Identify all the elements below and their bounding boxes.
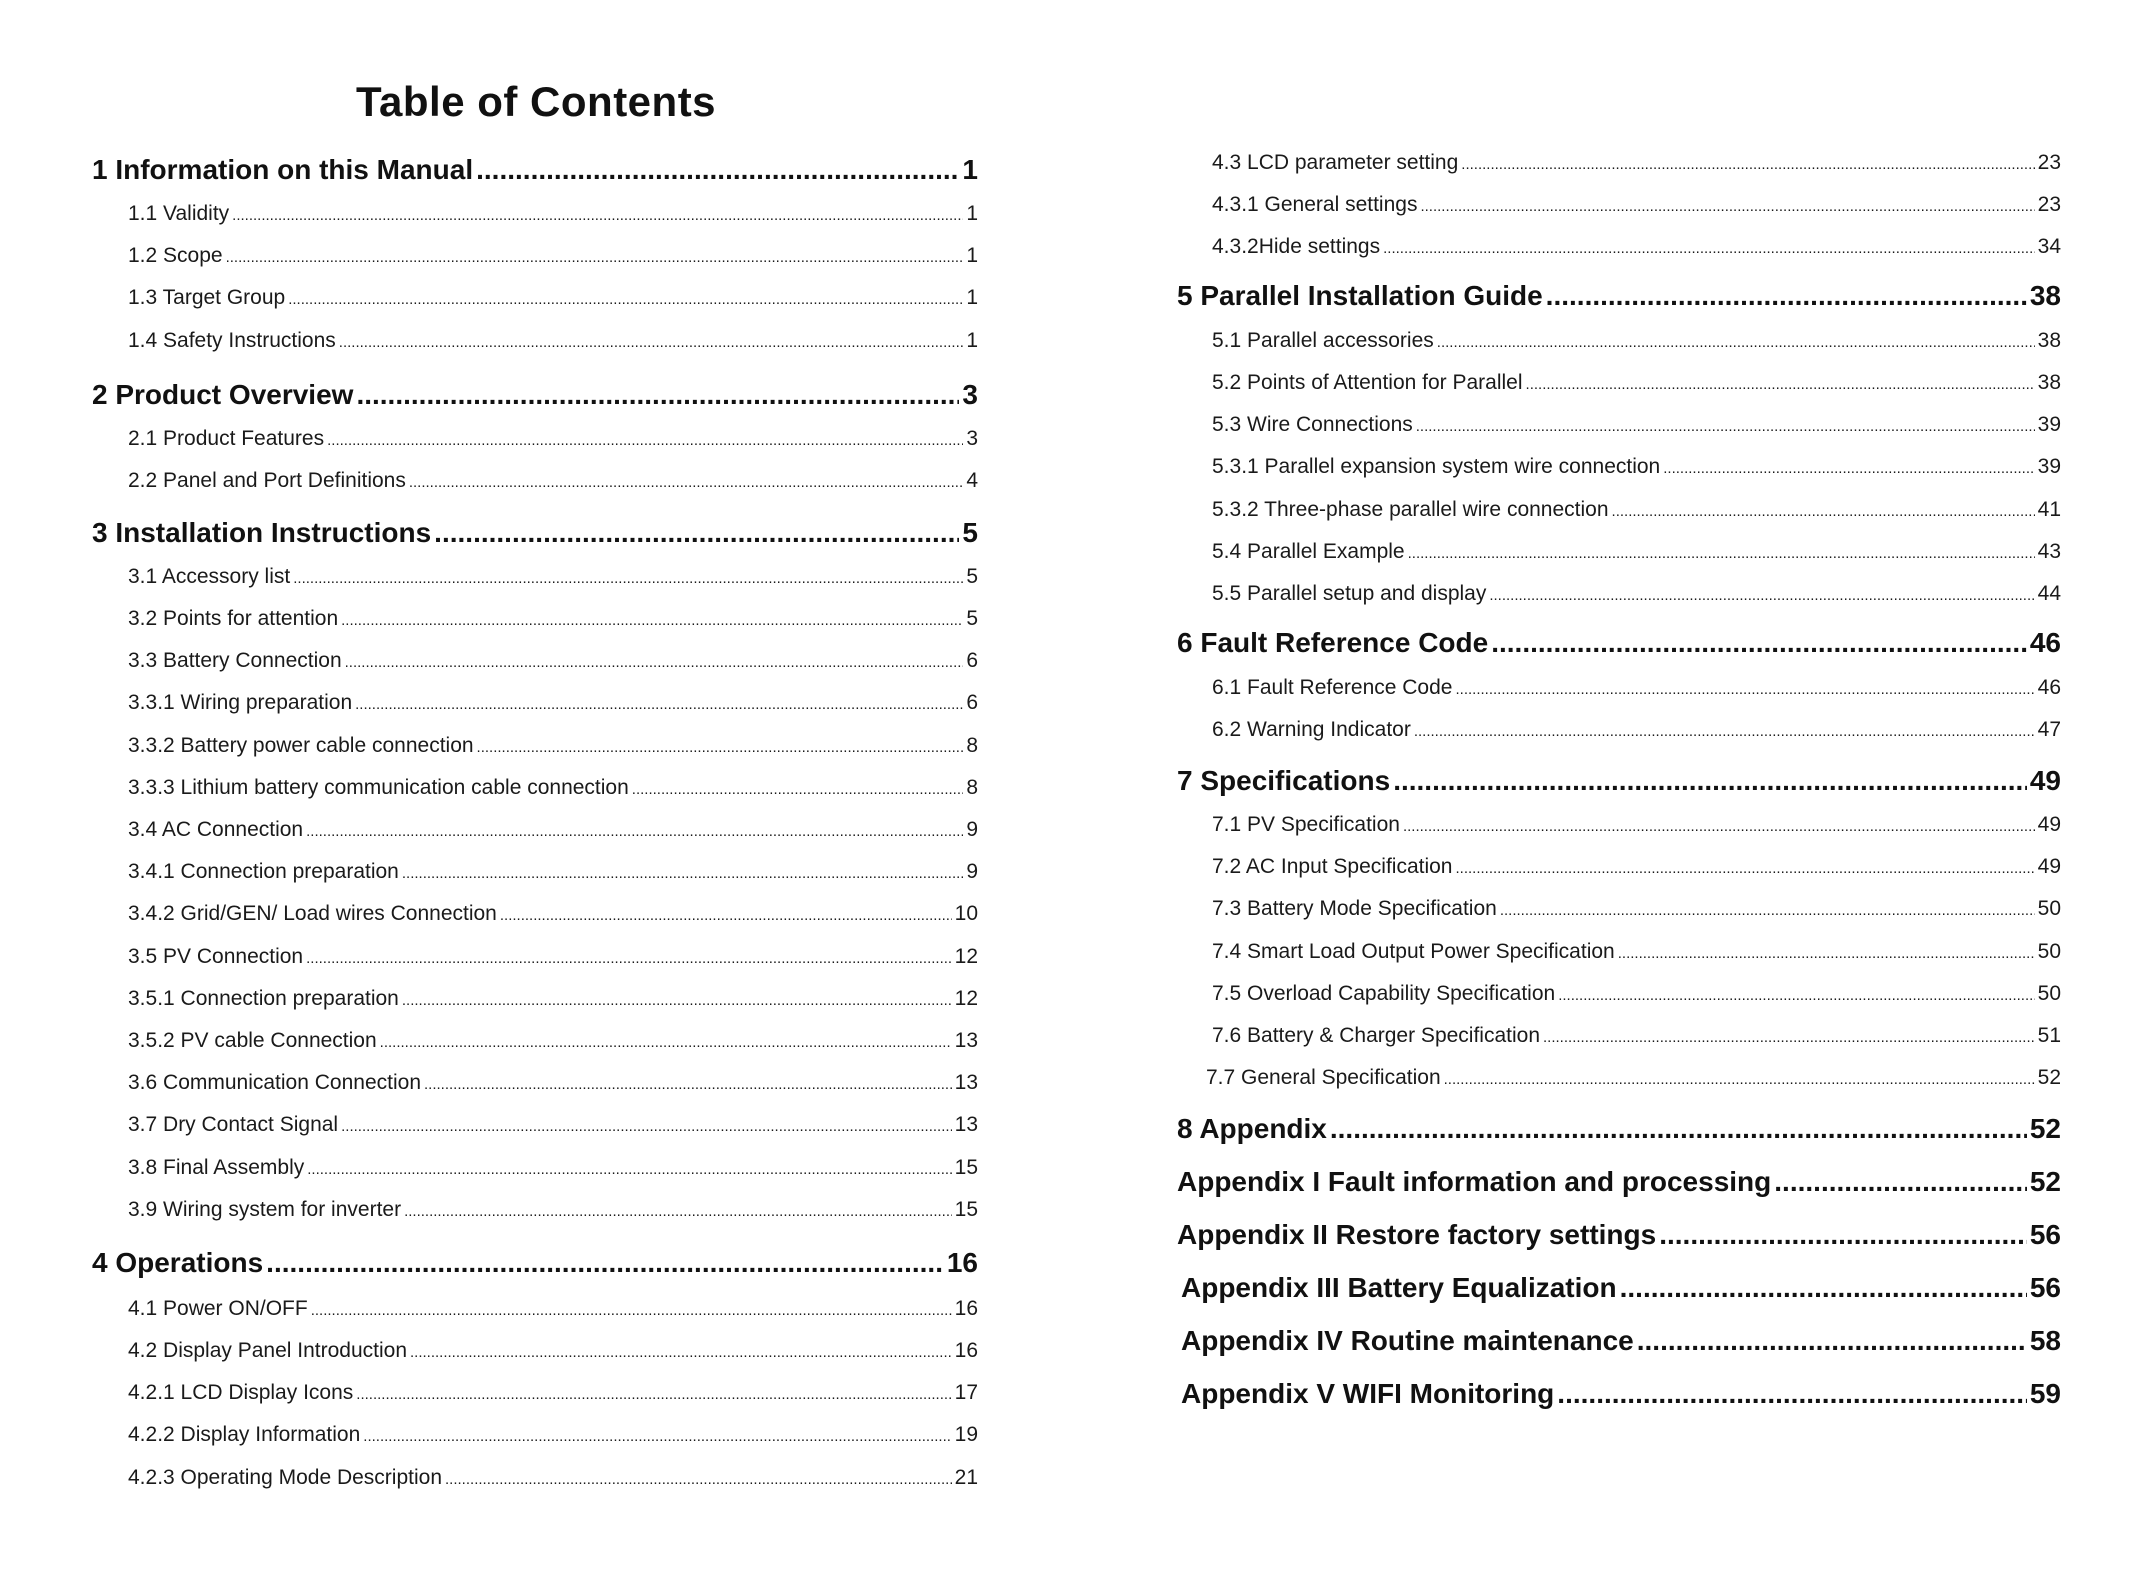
toc-subsection-entry[interactable] [128, 819, 978, 840]
toc-dot-leader [402, 993, 952, 1008]
toc-dot-leader [1618, 946, 2035, 961]
toc-entry-label: 4.3.2Hide settings [1212, 235, 1381, 258]
toc-dot-leader [1557, 1380, 2027, 1408]
toc-dot-leader [1774, 1168, 2027, 1196]
toc-subsection-entry[interactable] [128, 203, 978, 224]
toc-subsection-entry[interactable] [128, 650, 978, 671]
toc-page-number: 16 [954, 1297, 978, 1320]
toc-dot-leader [1461, 157, 2034, 172]
toc-page-number: 13 [954, 1113, 978, 1136]
toc-page-number: 58 [2029, 1325, 2061, 1356]
toc-page-number: 3 [962, 379, 978, 410]
toc-dot-leader [1444, 1072, 2035, 1087]
toc-subsection-entry[interactable] [1212, 941, 2061, 962]
toc-page-number: 52 [2037, 1066, 2061, 1089]
toc-dot-leader [632, 782, 964, 797]
toc-section-entry[interactable] [1181, 1327, 2061, 1355]
toc-section-entry[interactable] [1177, 1221, 2061, 1249]
toc-page-number: 39 [2037, 455, 2061, 478]
toc-entry-label: 1.3 Target Group [128, 286, 286, 309]
toc-dot-leader [1416, 419, 2035, 434]
toc-entry-label: 3.7 Dry Contact Signal [128, 1113, 339, 1136]
toc-subsection-entry[interactable] [1212, 541, 2061, 562]
toc-entry-label: 7.7 General Specification [1206, 1066, 1441, 1089]
toc-dot-leader [311, 1303, 952, 1318]
toc-page-number: 1 [966, 202, 978, 225]
toc-subsection-entry[interactable] [1212, 983, 2061, 1004]
toc-subsection-entry[interactable] [128, 735, 978, 756]
toc-dot-leader [1420, 199, 2034, 214]
toc-page-number: 56 [2029, 1219, 2061, 1250]
toc-entry-label: Appendix I Fault information and processing [1177, 1166, 1772, 1197]
toc-subsection-entry[interactable] [128, 428, 978, 449]
toc-page-number: 23 [2037, 193, 2061, 216]
toc-entry-label: 4.1 Power ON/OFF [128, 1297, 308, 1320]
toc-subsection-entry[interactable] [1212, 152, 2061, 173]
toc-dot-leader [1637, 1327, 2027, 1355]
toc-dot-leader [356, 381, 959, 409]
toc-page-number: 49 [2029, 765, 2061, 796]
toc-entry-label: Appendix IV Routine maintenance [1181, 1325, 1634, 1356]
toc-section-entry[interactable] [1177, 282, 2061, 310]
toc-dot-leader [1663, 461, 2034, 476]
toc-dot-leader [1455, 682, 2034, 697]
toc-entry-label: 6.2 Warning Indicator [1212, 718, 1411, 741]
toc-subsection-entry[interactable] [1206, 1067, 2061, 1088]
toc-dot-leader [1612, 504, 2035, 519]
toc-page-number: 12 [954, 945, 978, 968]
toc-subsection-entry[interactable] [1212, 372, 2061, 393]
toc-section-entry[interactable] [92, 381, 978, 409]
toc-page-number: 56 [2029, 1272, 2061, 1303]
toc-dot-leader [307, 1162, 951, 1177]
toc-subsection-entry[interactable] [128, 287, 978, 308]
toc-page-number: 8 [966, 734, 978, 757]
toc-entry-label: 3.5 PV Connection [128, 945, 304, 968]
toc-dot-leader [355, 697, 963, 712]
toc-page-number: 5 [966, 607, 978, 630]
toc-page-number: 9 [966, 818, 978, 841]
toc-dot-leader [434, 519, 959, 547]
toc-page-number: 4 [966, 469, 978, 492]
toc-entry-label: 7.5 Overload Capability Specification [1212, 982, 1556, 1005]
toc-dot-leader [476, 156, 959, 184]
toc-entry-label: 4.3 LCD parameter setting [1212, 151, 1459, 174]
toc-entry-label: 1 Information on this Manual [92, 154, 474, 185]
toc-subsection-entry[interactable] [128, 1382, 978, 1403]
toc-page-number: 1 [962, 154, 978, 185]
toc-dot-leader [445, 1472, 952, 1487]
toc-page-number: 15 [954, 1156, 978, 1179]
toc-dot-leader [356, 1387, 951, 1402]
toc-page-number: 23 [2037, 151, 2061, 174]
toc-subsection-entry[interactable] [1212, 194, 2061, 215]
toc-entry-label: 3.9 Wiring system for inverter [128, 1198, 402, 1221]
toc-page-number: 13 [954, 1071, 978, 1094]
toc-entry-label: 4 Operations [92, 1247, 264, 1278]
toc-page-number: 52 [2029, 1113, 2061, 1144]
toc-dot-leader [339, 335, 964, 350]
toc-dot-leader [341, 613, 963, 628]
toc-page-number: 6 [966, 691, 978, 714]
toc-subsection-entry[interactable] [128, 1424, 978, 1445]
toc-entry-label: Appendix V WIFI Monitoring [1181, 1378, 1555, 1409]
toc-page-number: 44 [2037, 582, 2061, 605]
toc-dot-leader [404, 1204, 952, 1219]
toc-dot-leader [1330, 1115, 2027, 1143]
toc-section-entry[interactable] [1177, 767, 2061, 795]
toc-page-number: 59 [2029, 1378, 2061, 1409]
toc-page-number: 13 [954, 1029, 978, 1052]
toc-dot-leader [327, 433, 963, 448]
toc-entry-label: 4.2 Display Panel Introduction [128, 1339, 407, 1362]
toc-entry-label: 7.2 AC Input Specification [1212, 855, 1453, 878]
toc-dot-leader [477, 740, 964, 755]
toc-entry-label: 1.1 Validity [128, 202, 230, 225]
toc-subsection-entry[interactable] [128, 1298, 978, 1319]
toc-subsection-entry[interactable] [1212, 719, 2061, 740]
toc-subsection-entry[interactable] [1212, 814, 2061, 835]
toc-page-number: 15 [954, 1198, 978, 1221]
toc-subsection-entry[interactable] [128, 1030, 978, 1051]
toc-subsection-entry[interactable] [1212, 414, 2061, 435]
toc-subsection-entry[interactable] [128, 988, 978, 1009]
toc-entry-label: 4.2.3 Operating Mode Description [128, 1466, 443, 1489]
toc-subsection-entry[interactable] [1212, 236, 2061, 257]
toc-subsection-entry[interactable] [128, 1114, 978, 1135]
toc-dot-leader [380, 1035, 952, 1050]
toc-subsection-entry[interactable] [128, 608, 978, 629]
toc-entry-label: 4.2.1 LCD Display Icons [128, 1381, 354, 1404]
toc-dot-leader [500, 908, 952, 923]
toc-entry-label: 3 Installation Instructions [92, 517, 432, 548]
toc-subsection-entry[interactable] [128, 692, 978, 713]
toc-dot-leader [1383, 241, 2035, 256]
toc-dot-leader [306, 951, 952, 966]
toc-dot-leader [1620, 1274, 2027, 1302]
toc-entry-label: 5.3.2 Three-phase parallel wire connection [1212, 498, 1609, 521]
toc-page-number: 5 [966, 565, 978, 588]
toc-dot-leader [1414, 724, 2035, 739]
toc-page-number: 5 [962, 517, 978, 548]
toc-subsection-entry[interactable] [1212, 583, 2061, 604]
toc-dot-leader [1558, 988, 2034, 1003]
toc-dot-leader [402, 866, 963, 881]
toc-subsection-entry[interactable] [128, 861, 978, 882]
toc-section-entry[interactable] [1177, 1115, 2061, 1143]
toc-subsection-entry[interactable] [128, 1157, 978, 1178]
toc-entry-label: 7.4 Smart Load Output Power Specification [1212, 940, 1615, 963]
toc-section-entry[interactable] [1177, 1168, 2061, 1196]
toc-page-number: 49 [2037, 855, 2061, 878]
toc-page-number: 10 [954, 902, 978, 925]
toc-subsection-entry[interactable] [128, 245, 978, 266]
toc-entry-label: 5.3 Wire Connections [1212, 413, 1413, 436]
toc-dot-leader [363, 1429, 951, 1444]
toc-entry-label: 5.3.1 Parallel expansion system wire connection [1212, 455, 1661, 478]
toc-entry-label: 8 Appendix [1177, 1113, 1327, 1144]
toc-page-number: 1 [966, 329, 978, 352]
toc-entry-label: 2.2 Panel and Port Definitions [128, 469, 406, 492]
toc-subsection-entry[interactable] [1212, 330, 2061, 351]
toc-entry-label: 3.4.2 Grid/GEN/ Load wires Connection [128, 902, 497, 925]
toc-dot-leader [1526, 377, 2035, 392]
toc-entry-label: 7.6 Battery & Charger Specification [1212, 1024, 1541, 1047]
toc-entry-label: 7 Specifications [1177, 765, 1391, 796]
toc-dot-leader [424, 1077, 952, 1092]
toc-subsection-entry[interactable] [128, 566, 978, 587]
toc-page-number: 38 [2029, 280, 2061, 311]
toc-dot-leader [1437, 335, 2035, 350]
toc-page-number: 49 [2037, 813, 2061, 836]
toc-entry-label: 3.6 Communication Connection [128, 1071, 421, 1094]
toc-page-number: 50 [2037, 897, 2061, 920]
toc-entry-label: 3.5.2 PV cable Connection [128, 1029, 377, 1052]
toc-page-number: 47 [2037, 718, 2061, 741]
toc-entry-label: 5.4 Parallel Example [1212, 540, 1405, 563]
toc-entry-label: 5.1 Parallel accessories [1212, 329, 1434, 352]
page-title: Table of Contents [356, 78, 717, 125]
toc-entry-label: 3.8 Final Assembly [128, 1156, 305, 1179]
toc-dot-leader [410, 1345, 952, 1360]
toc-section-entry[interactable] [1181, 1380, 2061, 1408]
toc-page-number: 38 [2037, 329, 2061, 352]
toc-subsection-entry[interactable] [128, 330, 978, 351]
toc-dot-leader [1393, 767, 2027, 795]
toc-subsection-entry[interactable] [1212, 456, 2061, 477]
toc-subsection-entry[interactable] [1212, 856, 2061, 877]
toc-entry-label: 7.3 Battery Mode Specification [1212, 897, 1497, 920]
toc-subsection-entry[interactable] [1212, 677, 2061, 698]
toc-page-number: 17 [954, 1381, 978, 1404]
toc-entry-label: 3.3 Battery Connection [128, 649, 342, 672]
toc-entry-label: 6 Fault Reference Code [1177, 627, 1489, 658]
toc-entry-label: 6.1 Fault Reference Code [1212, 676, 1453, 699]
toc-entry-label: 2.1 Product Features [128, 427, 325, 450]
toc-entry-label: 3.3.3 Lithium battery communication cable connection [128, 776, 629, 799]
toc-entry-label: 3.3.1 Wiring preparation [128, 691, 353, 714]
toc-page-number: 9 [966, 860, 978, 883]
toc-section-entry[interactable] [92, 156, 978, 184]
toc-dot-leader [293, 571, 963, 586]
toc-dot-leader [345, 655, 964, 670]
toc-entry-label: Appendix II Restore factory settings [1177, 1219, 1657, 1250]
toc-dot-leader [288, 292, 963, 307]
toc-page-number: 6 [966, 649, 978, 672]
toc-page-number: 3 [966, 427, 978, 450]
toc-page-number: 8 [966, 776, 978, 799]
toc-section-entry[interactable] [1177, 629, 2061, 657]
toc-page-number: 16 [946, 1247, 978, 1278]
toc-dot-leader [1659, 1221, 2027, 1249]
toc-entry-label: 3.2 Points for attention [128, 607, 339, 630]
toc-entry-label: 3.5.1 Connection preparation [128, 987, 399, 1010]
toc-dot-leader [1500, 903, 2035, 918]
toc-dot-leader [1491, 629, 2027, 657]
toc-dot-leader [341, 1119, 952, 1134]
toc-entry-label: 2 Product Overview [92, 379, 354, 410]
toc-page-number: 12 [954, 987, 978, 1010]
toc-subsection-entry[interactable] [128, 946, 978, 967]
toc-section-entry[interactable] [1181, 1274, 2061, 1302]
toc-subsection-entry[interactable] [128, 470, 978, 491]
toc-page-number: 19 [954, 1423, 978, 1446]
toc-page-number: 43 [2037, 540, 2061, 563]
toc-page-number: 51 [2037, 1024, 2061, 1047]
toc-entry-label: 4.3.1 General settings [1212, 193, 1418, 216]
toc-dot-leader [1546, 282, 2027, 310]
toc-entry-label: 3.4.1 Connection preparation [128, 860, 399, 883]
toc-page-number: 50 [2037, 982, 2061, 1005]
toc-dot-leader [266, 1249, 944, 1277]
toc-dot-leader [232, 208, 963, 223]
toc-subsection-entry[interactable] [128, 1340, 978, 1361]
toc-page-number: 16 [954, 1339, 978, 1362]
toc-page-number: 34 [2037, 235, 2061, 258]
toc-page-number: 1 [966, 286, 978, 309]
toc-dot-leader [1489, 588, 2034, 603]
toc-dot-leader [1543, 1030, 2035, 1045]
toc-subsection-entry[interactable] [128, 903, 978, 924]
toc-dot-leader [306, 824, 963, 839]
toc-subsection-entry[interactable] [128, 1072, 978, 1093]
toc-entry-label: 7.1 PV Specification [1212, 813, 1400, 836]
toc-entry-label: 3.3.2 Battery power cable connection [128, 734, 474, 757]
toc-page-number: 1 [966, 244, 978, 267]
toc-entry-label: Appendix III Battery Equalization [1181, 1272, 1617, 1303]
toc-entry-label: 5.2 Points of Attention for Parallel [1212, 371, 1523, 394]
toc-page-number: 50 [2037, 940, 2061, 963]
toc-page-number: 46 [2029, 627, 2061, 658]
toc-subsection-entry[interactable] [128, 1467, 978, 1488]
toc-section-entry[interactable] [92, 519, 978, 547]
toc-page-number: 39 [2037, 413, 2061, 436]
toc-subsection-entry[interactable] [128, 1199, 978, 1220]
toc-dot-leader [226, 250, 964, 265]
toc-subsection-entry[interactable] [128, 777, 978, 798]
toc-entry-label: 3.1 Accessory list [128, 565, 291, 588]
toc-subsection-entry[interactable] [1212, 898, 2061, 919]
toc-entry-label: 4.2.2 Display Information [128, 1423, 361, 1446]
toc-subsection-entry[interactable] [1212, 499, 2061, 520]
toc-dot-leader [1456, 861, 2035, 876]
toc-dot-leader [1403, 819, 2035, 834]
toc-page-number: 41 [2037, 498, 2061, 521]
toc-entry-label: 3.4 AC Connection [128, 818, 304, 841]
toc-page-number: 52 [2029, 1166, 2061, 1197]
toc-page-number: 21 [954, 1466, 978, 1489]
toc-entry-label: 5.5 Parallel setup and display [1212, 582, 1487, 605]
toc-subsection-entry[interactable] [1212, 1025, 2061, 1046]
toc-section-entry[interactable] [92, 1249, 978, 1277]
toc-page-number: 46 [2037, 676, 2061, 699]
toc-entry-label: 5 Parallel Installation Guide [1177, 280, 1543, 311]
toc-entry-label: 1.4 Safety Instructions [128, 329, 336, 352]
toc-dot-leader [1408, 546, 2035, 561]
toc-page-number: 38 [2037, 371, 2061, 394]
toc-dot-leader [409, 475, 963, 490]
toc-entry-label: 1.2 Scope [128, 244, 223, 267]
